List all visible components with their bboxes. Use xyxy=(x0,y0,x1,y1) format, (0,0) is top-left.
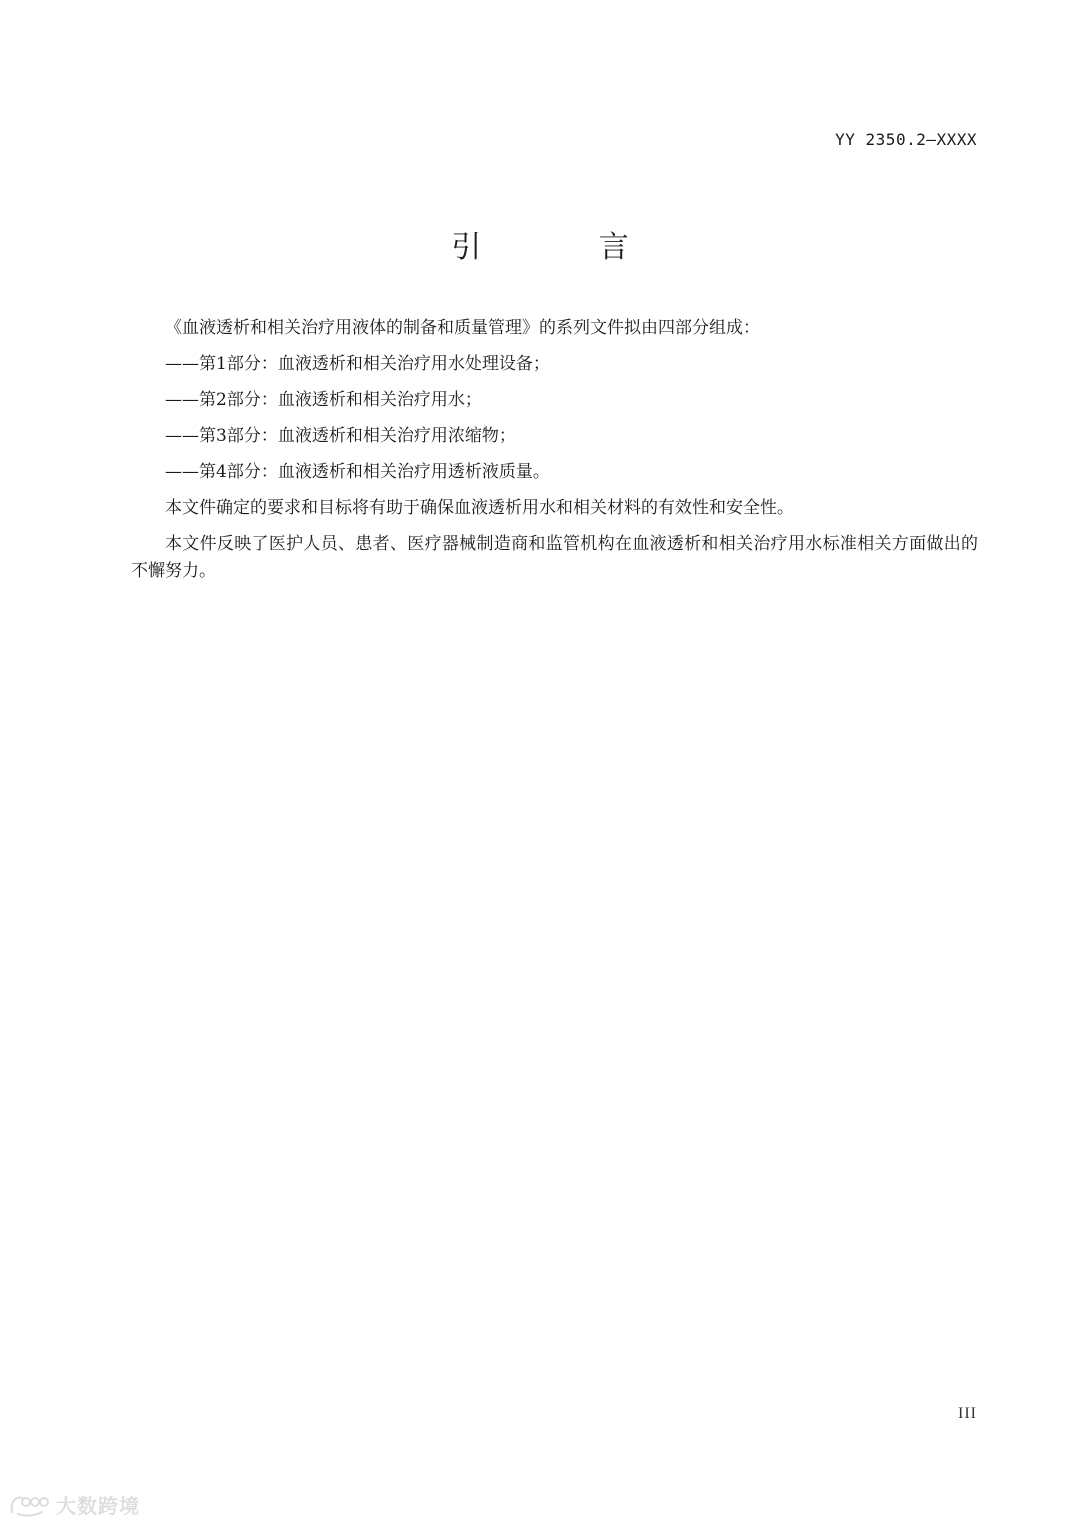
intro-paragraph: 《血液透析和相关治疗用液体的制备和质量管理》的系列文件拟由四部分组成： xyxy=(165,318,760,338)
watermark xyxy=(8,1490,140,1519)
list-item-part-4: ——第4部分：血液透析和相关治疗用透析液质量。 xyxy=(165,462,550,482)
page-title: 引 言 xyxy=(451,230,683,265)
list-item-part-2: ——第2部分：血液透析和相关治疗用水； xyxy=(165,390,482,410)
watermark-logo-icon xyxy=(8,1492,52,1518)
list-item-part-3: ——第3部分：血液透析和相关治疗用浓缩物； xyxy=(165,426,516,446)
effort-paragraph: 本文件反映了医护人员、患者、医疗器械制造商和监管机构在血液透析和相关治疗用水标准相关方面做出的不懈努力。 xyxy=(131,534,978,581)
purpose-paragraph: 本文件确定的要求和目标将有助于确保血液透析用水和相关材料的有效性和安全性。 xyxy=(165,498,794,518)
list-item-part-1: ——第1部分：血液透析和相关治疗用水处理设备； xyxy=(165,354,550,374)
standard-code: YY 2350.2—XXXX xyxy=(835,130,977,149)
page-number: III xyxy=(958,1405,977,1422)
watermark-text: 大数跨境 xyxy=(56,1494,140,1518)
document-body xyxy=(131,310,978,585)
